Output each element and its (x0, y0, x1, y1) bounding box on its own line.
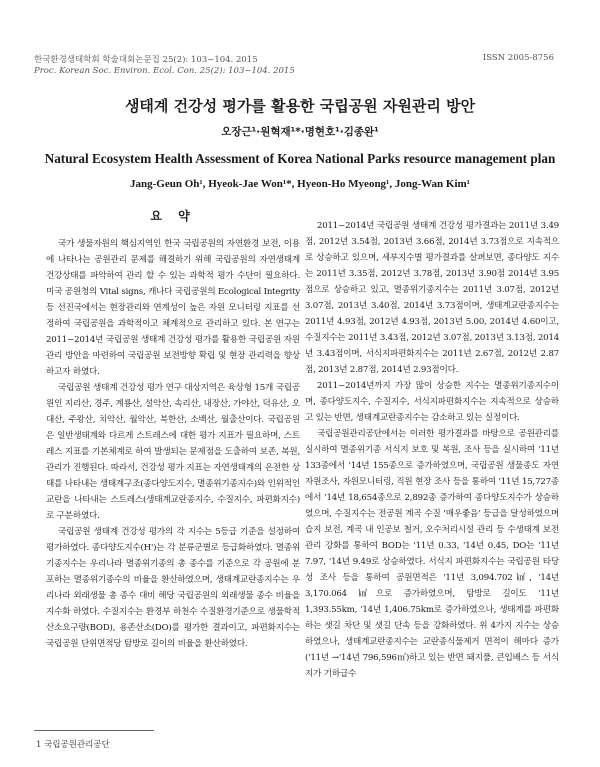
journal-header-korean: 한국환경생태학회 학술대회논문집 25(2): 103~104. 2015 (34, 55, 258, 65)
left-column (46, 208, 300, 652)
authors-korean: 오장근¹·원혁재¹*·명현호¹·김종완¹ (221, 126, 379, 138)
abstract-paragraph: 국립공원 생태계 건강성 평가의 각 지수는 5등급 기준을 설정하여 평가하였다. 종다양도지수(H')는 각 분류군별로 등급화하였다. 멸종위기종지수는 우리나라 멸종위기종의 총 종수를 기준으로 각 공원에 분포하는 멸종위기종수의 비율을 환산하였으며, 생태계교란종지수는 우리나라 외래생물 총 종수 대비 해당 국립공원의 외래생물 종수 비율을 지수화 하였다. 수질지수는 환경부 하천수 수질환경기준으로 생물학적 산소요구량(BOD), 용존산소(DO)를 평가한 결과이고, 파편화지수는 국립공원 단위면적당 탐방로 길이의 비율을 환산하였다. (46, 527, 300, 649)
body-paragraph: 국립공원관리공단에서는 이러한 평가결과를 바탕으로 공원관리를 실시하여 멸종위기종 서식지 보호 및 복원, 조사 등을 실시하여 '11년 133종에서 '14년 155종으로 증가하였으며, 국립공원 생물종도 자연자원조사, 자원모니터링, 직원 현장 조사 등을 통하여 '11년 15,727종에서 '14년 18,654종으로 2,892종 증가하여 종다양도지수가 상승하였으며, 수질지수는 전공원 계곡 수질 '매우좋음' 등급을 달성하였으며 습지 보전, 계곡 내 인공보 철거, 오수처리시설 관리 등 수생태계 보전관리 강화를 통하여 BOD는 '11년 0.33, '14년 0.45, DO는 '11년 7.97, '14년 9.49로 상승하였다. 서식지 파편화지수는 국립공원 타당성 조사 등을 통하여 공원면적은 '11년 3,094.702㎢, '14년3,170.064 ㎢으로 증가하였으며, 탐방로 길이도 '11년 1,393.55km, '14년 1,406.75km로 증가하였으나, 생태계를 파편화하는 샛길 차단 및 샛길 단속 등을 강화하였다. 위 4가지 지수는 상승하였으나, 생태계교란종지수는 교란종식물제거 면적이 해마다 증가('11년 →'14년 796,596㎡)하고 있는 반면 돼지풀, 큰입배스 등 서식지가 기하급수 (305, 429, 559, 679)
authors-english: Jang-Geun Oh¹, Hyeok-Jae Won¹*, Hyeon-Ho Myeong¹, Jong-Wan Kim¹ (130, 178, 470, 190)
footnote-rule (34, 730, 154, 731)
paper-title-korean: 생태계 건강성 평가를 활용한 국립공원 자원관리 방안 (124, 97, 476, 115)
paper-title-english: Natural Ecosystem Health Assessment of Korea National Parks resource management plan (44, 151, 556, 166)
body-paragraph: 2011~2014년 국립공원 생태계 건강성 평가결과는 2011년 3.49점, 2012년 3.54점, 2013년 3.66점, 2014년 3.73점으로 지속적으로 상승하고 있으며, 세부지수별 평가결과를 살펴보면, 종다양도 지수는 2011년 3.35점, 2012년 3.78점, 2013년 3.90점 2014년 3.95점으로 상승하고 있고, 멸종위기종지수는 2011년 3.07점, 2012년 3.07점, 2013년 3.40점, 2014년 3.73점이며, 생태계교란종지수는 2011년 4.93점, 2012년 4.93점, 2013년 5.00, 2014년 4.60이고, 수질지수는 2011년 3.43점, 2012년 3.07점, 2013년 3.13점, 2014년 3.43점이며, 서식지파편화지수는 2011년 2.67점, 2012년 2.87점, 2013년 2.87점, 2014년 2.93점이다. (305, 221, 559, 375)
abstract-paragraph: 국립공원 생태계 건강성 평가 연구 대상지역은 육상형 15개 국립공원인 지리산, 경주, 계룡산, 설악산, 속리산, 내장산, 가야산, 덕유산, 오대산, 주왕산, 치악산, 월악산, 북한산, 소백산, 월출산이다. 국립공원은 일반생태계와 다르게 스트레스에 대한 평가 지표가 필요하며, 스트레스 지표를 기본체계로 하여 발생되는 문제점을 도출하여 보존, 복원, 관리가 진행된다. 따라서, 건강성 평가 지표는 자연생태계의 온전한 상태를 나타내는 생태계구조(종다양도지수, 멸종위기종지수)와 인위적인 교란을 나타내는 스트레스(생태계교란종지수, 수질지수, 파편화지수)로 구분하였다. (46, 383, 300, 521)
abstract-paragraph: 국가 생물자원의 핵심지역인 한국 국립공원의 자연환경 보전, 이용에 나타나는 공원관리 문제를 해결하기 위해 국립공원의 자연생태계 건강상태를 파악하여 관리 할 수 있는 과학적 평가 수단이 필요하다. 미국 공원청의 Vital signs, 캐나다 국립공원의 Ecological Integrity 등 선진국에서는 현장관리와 연계성이 높은 자원 모니터링 지표를 선정하여 국립공원을 과학적이고 체계적으로 관리하고 있다. 본 연구는 2011~2014년 국립공원 생태계 건강성 평가를 활용한 국립공원 자원관리 방안을 마련하여 국립공원 보전방향 확립 및 현장 관리력을 향상하고자 하였다. (46, 239, 300, 377)
right-column (305, 218, 559, 682)
footnote: 1 국립공원관리공단 (36, 740, 110, 750)
abstract-heading: 요 약 (150, 209, 196, 223)
body-paragraph: 2011~2014년까지 가장 많이 상승한 지수는 멸종위기종지수이며, 종다양도지수, 수질지수, 서식지파편화지수는 지속적으로 상승하고 있는 반면, 생태계교란종지수는 감소하고 있는 실정이다. (305, 381, 559, 423)
issn: ISSN 2005-8756 (482, 53, 554, 63)
journal-header-english: Proc. Korean Soc. Environ. Ecol. Con. 25(2): 103~104. 2015 (34, 66, 295, 76)
